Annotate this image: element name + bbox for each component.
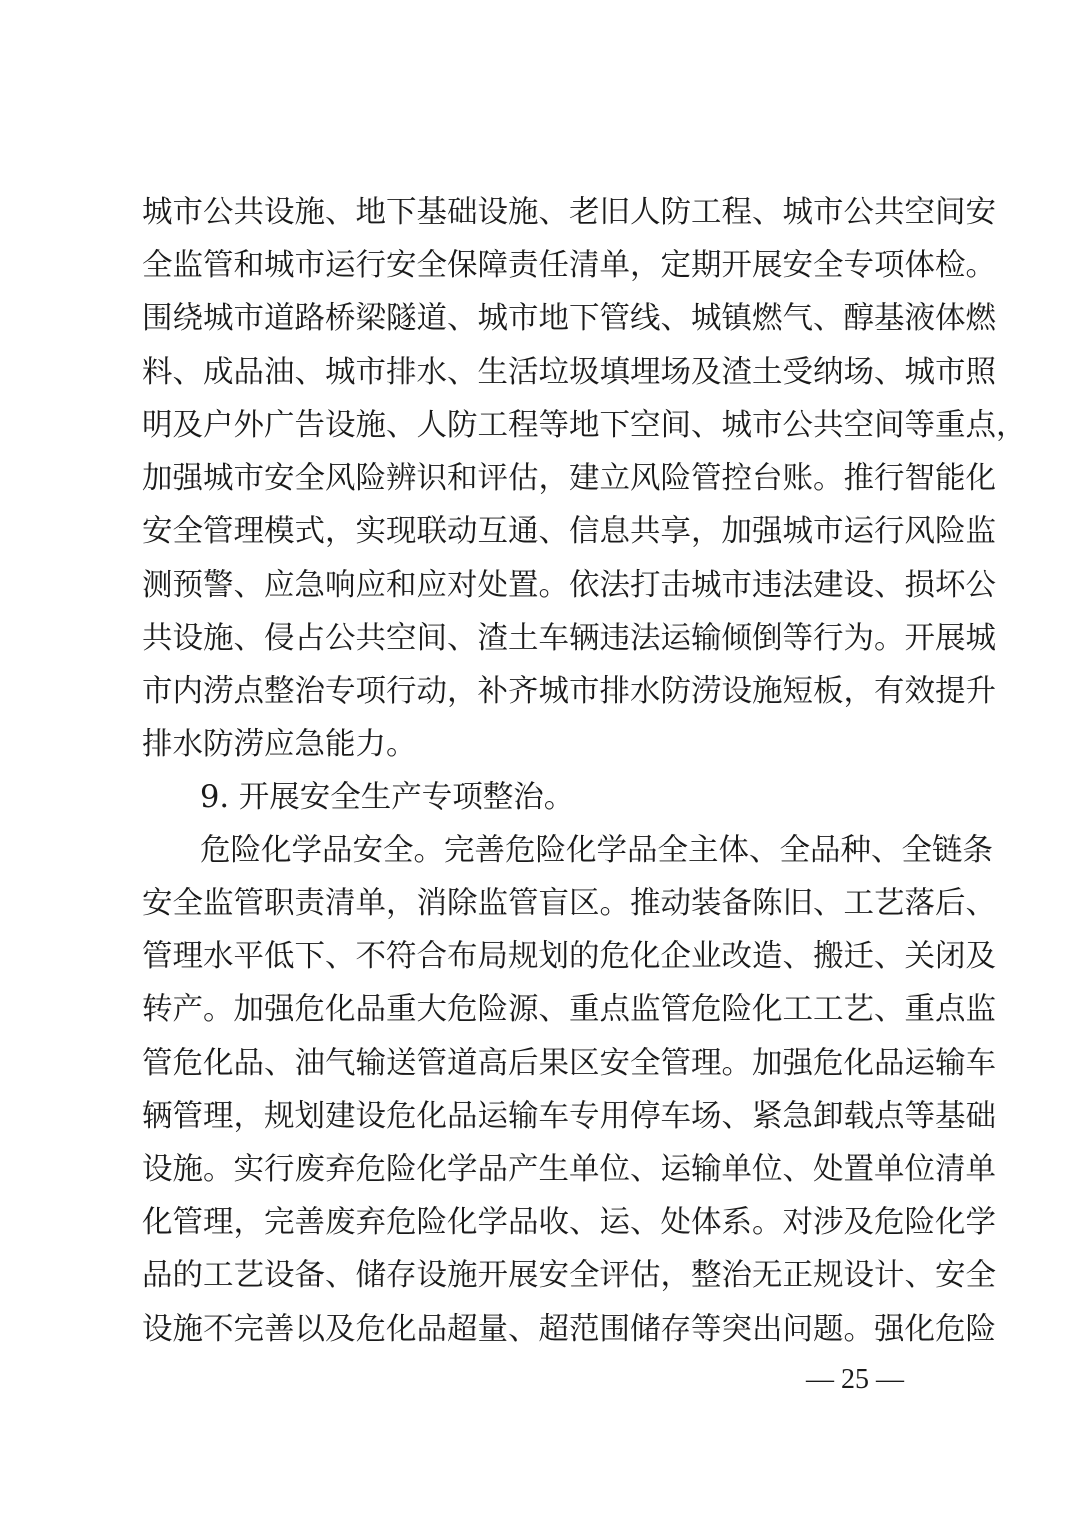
text-line: 市内涝点整治专项行动，补齐城市排水防涝设施短板，有效提升 — [142, 674, 996, 709]
text-line: 城市公共设施、地下基础设施、老旧人防工程、城市公共空间安 — [142, 195, 996, 230]
text-line: 化管理，完善废弃危险化学品收、运、处体系。对涉及危险化学 — [142, 1205, 996, 1240]
section-heading: 9. 开展安全生产专项整治。 — [200, 780, 575, 815]
text-line: 设施。实行废弃危险化学品产生单位、运输单位、处置单位清单 — [142, 1152, 996, 1187]
text-line: 危险化学品安全。完善危险化学品全主体、全品种、全链条 — [200, 833, 993, 868]
text-line: 加强城市安全风险辨识和评估，建立风险管控台账。推行智能化 — [142, 461, 996, 496]
text-line: 料、成品油、城市排水、生活垃圾填埋场及渣土受纳场、城市照 — [142, 355, 996, 390]
text-line: 围绕城市道路桥梁隧道、城市地下管线、城镇燃气、醇基液体燃 — [142, 301, 996, 336]
text-line: 管危化品、油气输送管道高后果区安全管理。加强危化品运输车 — [142, 1046, 996, 1081]
text-line: 转产。加强危化品重大危险源、重点监管危险化工工艺、重点监 — [142, 992, 996, 1027]
text-line: 排水防涝应急能力。 — [142, 727, 417, 762]
text-line: 设施不完善以及危化品超量、超范围储存等突出问题。强化危险 — [142, 1312, 996, 1347]
text-line: 明及户外广告设施、人防工程等地下空间、城市公共空间等重点， — [142, 408, 1027, 443]
page-number: — 25 — — [806, 1364, 904, 1395]
text-line: 测预警、应急响应和应对处置。依法打击城市违法建设、损坏公 — [142, 568, 996, 603]
text-line: 共设施、侵占公共空间、渣土车辆违法运输倾倒等行为。开展城 — [142, 621, 996, 656]
text-line: 安全监管职责清单，消除监管盲区。推动装备陈旧、工艺落后、 — [142, 886, 996, 921]
text-line: 品的工艺设备、储存设施开展安全评估，整治无正规设计、安全 — [142, 1258, 996, 1293]
text-line: 管理水平低下、不符合布局规划的危化企业改造、搬迁、关闭及 — [142, 939, 996, 974]
text-line: 安全管理模式，实现联动互通、信息共享，加强城市运行风险监 — [142, 514, 996, 549]
text-line: 全监管和城市运行安全保障责任清单，定期开展安全专项体检。 — [142, 248, 996, 283]
text-line: 辆管理，规划建设危化品运输车专用停车场、紧急卸载点等基础 — [142, 1099, 996, 1134]
